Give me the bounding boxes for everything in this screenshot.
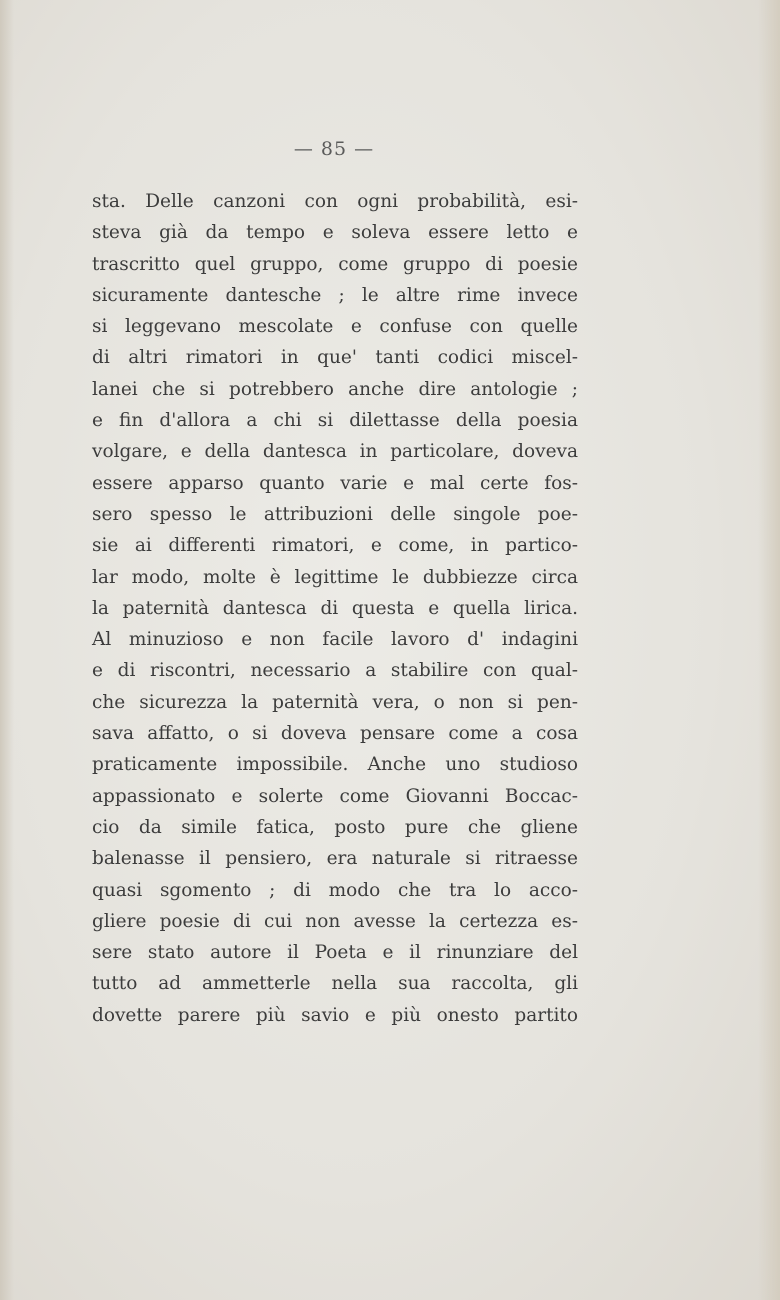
text-line: tutto ad ammetterle nella sua raccolta, gli xyxy=(92,973,578,995)
text-line: sie ai differenti rimatori, e come, in partico- xyxy=(92,535,578,557)
page-number: — 85 — xyxy=(293,138,375,160)
text-line: steva già da tempo e soleva essere letto e xyxy=(92,222,578,244)
text-line: si leggevano mescolate e confuse con quelle xyxy=(92,316,578,338)
text-line: la paternità dantesca di questa e quella lirica. xyxy=(92,597,578,619)
text-line: praticamente impossibile. Anche uno studioso xyxy=(92,754,578,776)
text-line: dovette parere più savio e più onesto partito xyxy=(92,1004,578,1026)
text-line: e di riscontri, necessario a stabilire con qual- xyxy=(92,660,578,682)
text-line: trascritto quel gruppo, come gruppo di poesie xyxy=(92,253,578,275)
text-line: balenasse il pensiero, era naturale si ritraesse xyxy=(92,848,578,870)
page-edge-shadow-right xyxy=(758,0,780,1300)
text-line: Al minuzioso e non facile lavoro d' indagini xyxy=(92,629,578,651)
text-line: volgare, e della dantesca in particolare, doveva xyxy=(92,441,578,463)
text-line: sava affatto, o si doveva pensare come a cosa xyxy=(92,723,578,745)
text-line: di altri rimatori in que' tanti codici miscel- xyxy=(92,347,578,369)
text-line: lanei che si potrebbero anche dire antologie ; xyxy=(92,378,578,400)
page-edge-shadow-left xyxy=(0,0,14,1300)
text-line: che sicurezza la paternità vera, o non si pen- xyxy=(92,691,578,713)
text-line: sere stato autore il Poeta e il rinunziare del xyxy=(92,942,578,964)
text-line: gliere poesie di cui non avesse la certezza es- xyxy=(92,910,578,932)
text-line: appassionato e solerte come Giovanni Boccac- xyxy=(92,785,578,807)
body-text xyxy=(92,186,578,1031)
text-line: e fin d'allora a chi si dilettasse della poesia xyxy=(92,410,578,432)
text-line: quasi sgomento ; di modo che tra lo acco- xyxy=(92,879,578,901)
text-line: sero spesso le attribuzioni delle singole poe- xyxy=(92,503,578,525)
text-line: cio da simile fatica, posto pure che gliene xyxy=(92,816,578,838)
text-line: lar modo, molte è legittime le dubbiezze circa xyxy=(92,566,578,588)
text-line: essere apparso quanto varie e mal certe fos- xyxy=(92,472,578,494)
text-line: sta. Delle canzoni con ogni probabilità, esi- xyxy=(92,191,578,212)
text-line: sicuramente dantesche ; le altre rime invece xyxy=(92,284,578,306)
